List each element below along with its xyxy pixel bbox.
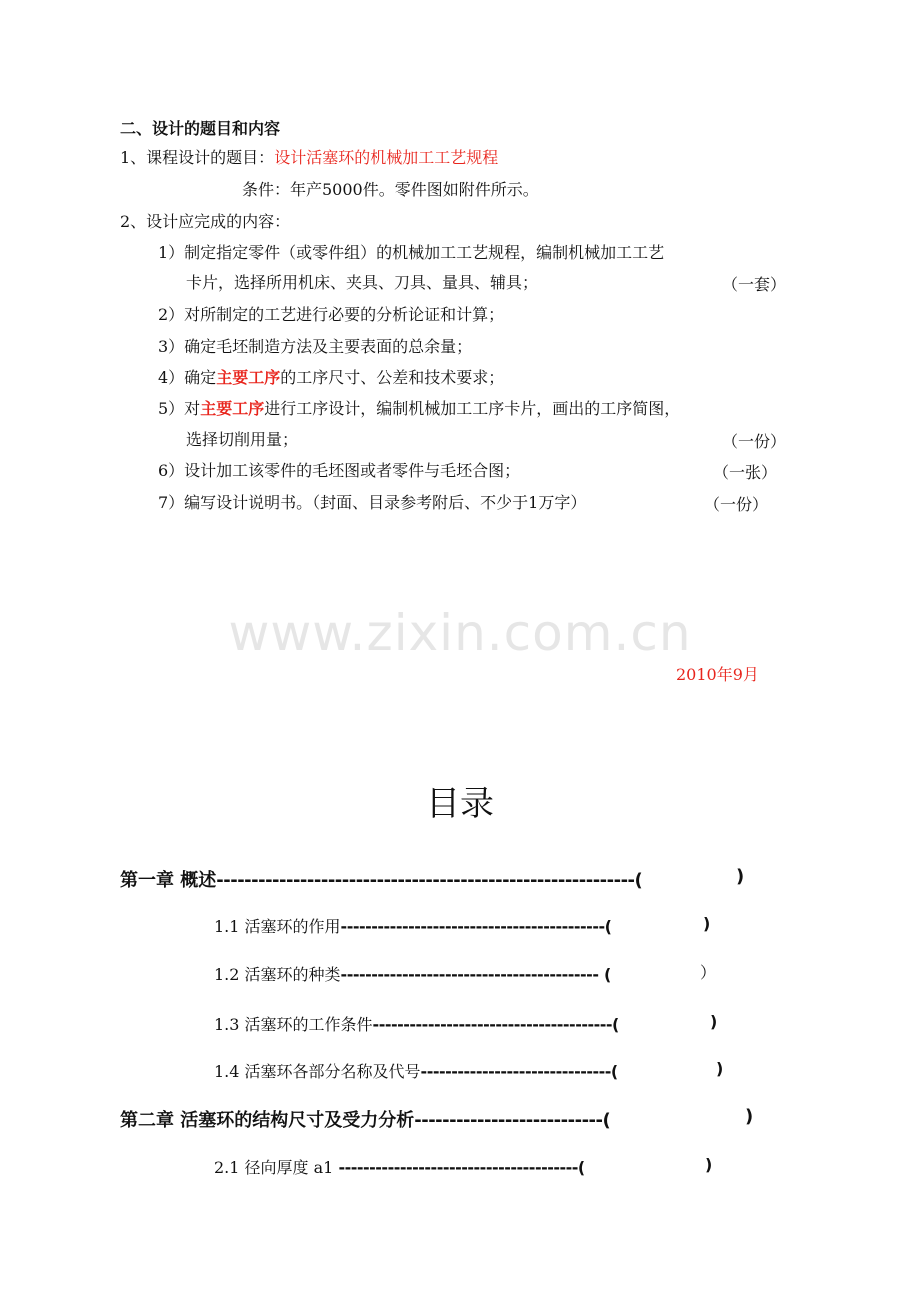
toc-entry-leader: --------------------------------------- bbox=[338, 1158, 578, 1177]
toc-entry-1-2 bbox=[214, 962, 611, 985]
toc-page-open: ( bbox=[610, 1062, 619, 1081]
task-5-prefix: 5）对 bbox=[158, 399, 201, 418]
task-4-line bbox=[158, 367, 504, 389]
toc-entry-label: 1.4 活塞环各部分名称及代号 bbox=[214, 1062, 421, 1081]
toc-entry-2-1 bbox=[214, 1155, 585, 1178]
required-content-heading: 2、设计应完成的内容： bbox=[120, 212, 291, 231]
toc-page-close: ） bbox=[700, 963, 717, 982]
task-1-note: （一套） bbox=[722, 275, 787, 294]
toc-page-open: ( bbox=[604, 917, 612, 936]
toc-page-close: ) bbox=[705, 1155, 713, 1174]
toc-entry-label: 1.2 活塞环的种类 bbox=[214, 965, 341, 984]
task-3-line: 3）确定毛坯制造方法及主要表面的总余量； bbox=[158, 337, 473, 356]
toc-page-close: ) bbox=[710, 1012, 718, 1031]
toc-entry-1-1 bbox=[214, 914, 612, 937]
date: 2010年9月 bbox=[676, 665, 759, 684]
task-2-line: 2）对所制定的工艺进行必要的分析论证和计算； bbox=[158, 305, 505, 324]
task-5-note: （一份） bbox=[722, 432, 787, 451]
toc-entry-label: 1.3 活塞环的工作条件 bbox=[214, 1015, 373, 1034]
toc-page-close: ) bbox=[716, 1059, 724, 1078]
toc-entry-leader: ------------------------------------------------------------ bbox=[216, 870, 635, 891]
section-heading: 二、设计的题目和内容 bbox=[120, 119, 281, 138]
toc-page-open: ( bbox=[612, 1015, 620, 1034]
toc-entry-leader: --------------------------- bbox=[414, 1110, 603, 1131]
toc-page-open: ( bbox=[634, 870, 643, 891]
course-design-title-prefix: 1、课程设计的题目： bbox=[120, 148, 275, 167]
task-1-line-2: 卡片，选择所用机床、夹具、刀具、量具、辅具； bbox=[186, 273, 539, 292]
task-5-suffix: 进行工序设计，编制机械加工工序卡片，画出的工序简图， bbox=[264, 399, 681, 418]
task-4-highlight: 主要工序 bbox=[216, 368, 281, 387]
toc-entry-1-3 bbox=[214, 1012, 619, 1035]
toc-page-close: ) bbox=[745, 1106, 754, 1127]
toc-entry-chapter-2 bbox=[120, 1106, 611, 1132]
toc-entry-1-4 bbox=[214, 1059, 618, 1082]
toc-entry-label: 第一章 概述 bbox=[120, 870, 217, 891]
toc-entry-label: 第二章 活塞环的结构尺寸及受力分析 bbox=[120, 1110, 415, 1131]
task-1-line-1: 1）制定指定零件（或零件组）的机械加工工艺规程，编制机械加工工艺 bbox=[158, 243, 665, 262]
task-4-suffix: 的工序尺寸、公差和技术要求； bbox=[280, 368, 505, 387]
toc-entry-leader: ------------------------------- bbox=[420, 1062, 611, 1081]
toc-entry-leader: ------------------------------------------ bbox=[340, 965, 599, 984]
task-6-note: （一张） bbox=[713, 463, 778, 482]
toc-page-open: ( bbox=[602, 1110, 611, 1131]
toc-entry-label: 2.1 径向厚度 a1 bbox=[214, 1158, 339, 1177]
toc-title: 目录 bbox=[426, 784, 494, 824]
watermark: www.zixin.com.cn bbox=[228, 604, 692, 662]
toc-page-close: ) bbox=[703, 914, 711, 933]
task-4-prefix: 4）确定 bbox=[158, 368, 217, 387]
task-6-line: 6）设计加工该零件的毛坯图或者零件与毛坯合图； bbox=[158, 461, 521, 480]
task-7-line: 7）编写设计说明书。（封面、目录参考附后、不少于1万字） bbox=[158, 493, 587, 512]
toc-entry-leader: --------------------------------------- bbox=[372, 1015, 613, 1034]
toc-entry-leader: ------------------------------------------- bbox=[340, 917, 605, 936]
course-design-title: 设计活塞环的机械加工工艺规程 bbox=[274, 148, 499, 167]
task-5-line-1 bbox=[158, 398, 680, 420]
toc-page-open: ( bbox=[577, 1158, 586, 1177]
task-5-line-2: 选择切削用量； bbox=[186, 430, 299, 449]
toc-entry-label: 1.1 活塞环的作用 bbox=[214, 917, 341, 936]
conditions-line: 条件：年产5000件。零件图如附件所示。 bbox=[242, 180, 539, 199]
task-5-highlight: 主要工序 bbox=[200, 399, 265, 418]
task-7-note: （一份） bbox=[704, 495, 769, 514]
course-design-title-line bbox=[120, 147, 498, 169]
toc-entry-chapter-1 bbox=[120, 866, 643, 892]
toc-page-open: ( bbox=[598, 965, 612, 984]
toc-page-close: ) bbox=[736, 866, 745, 887]
